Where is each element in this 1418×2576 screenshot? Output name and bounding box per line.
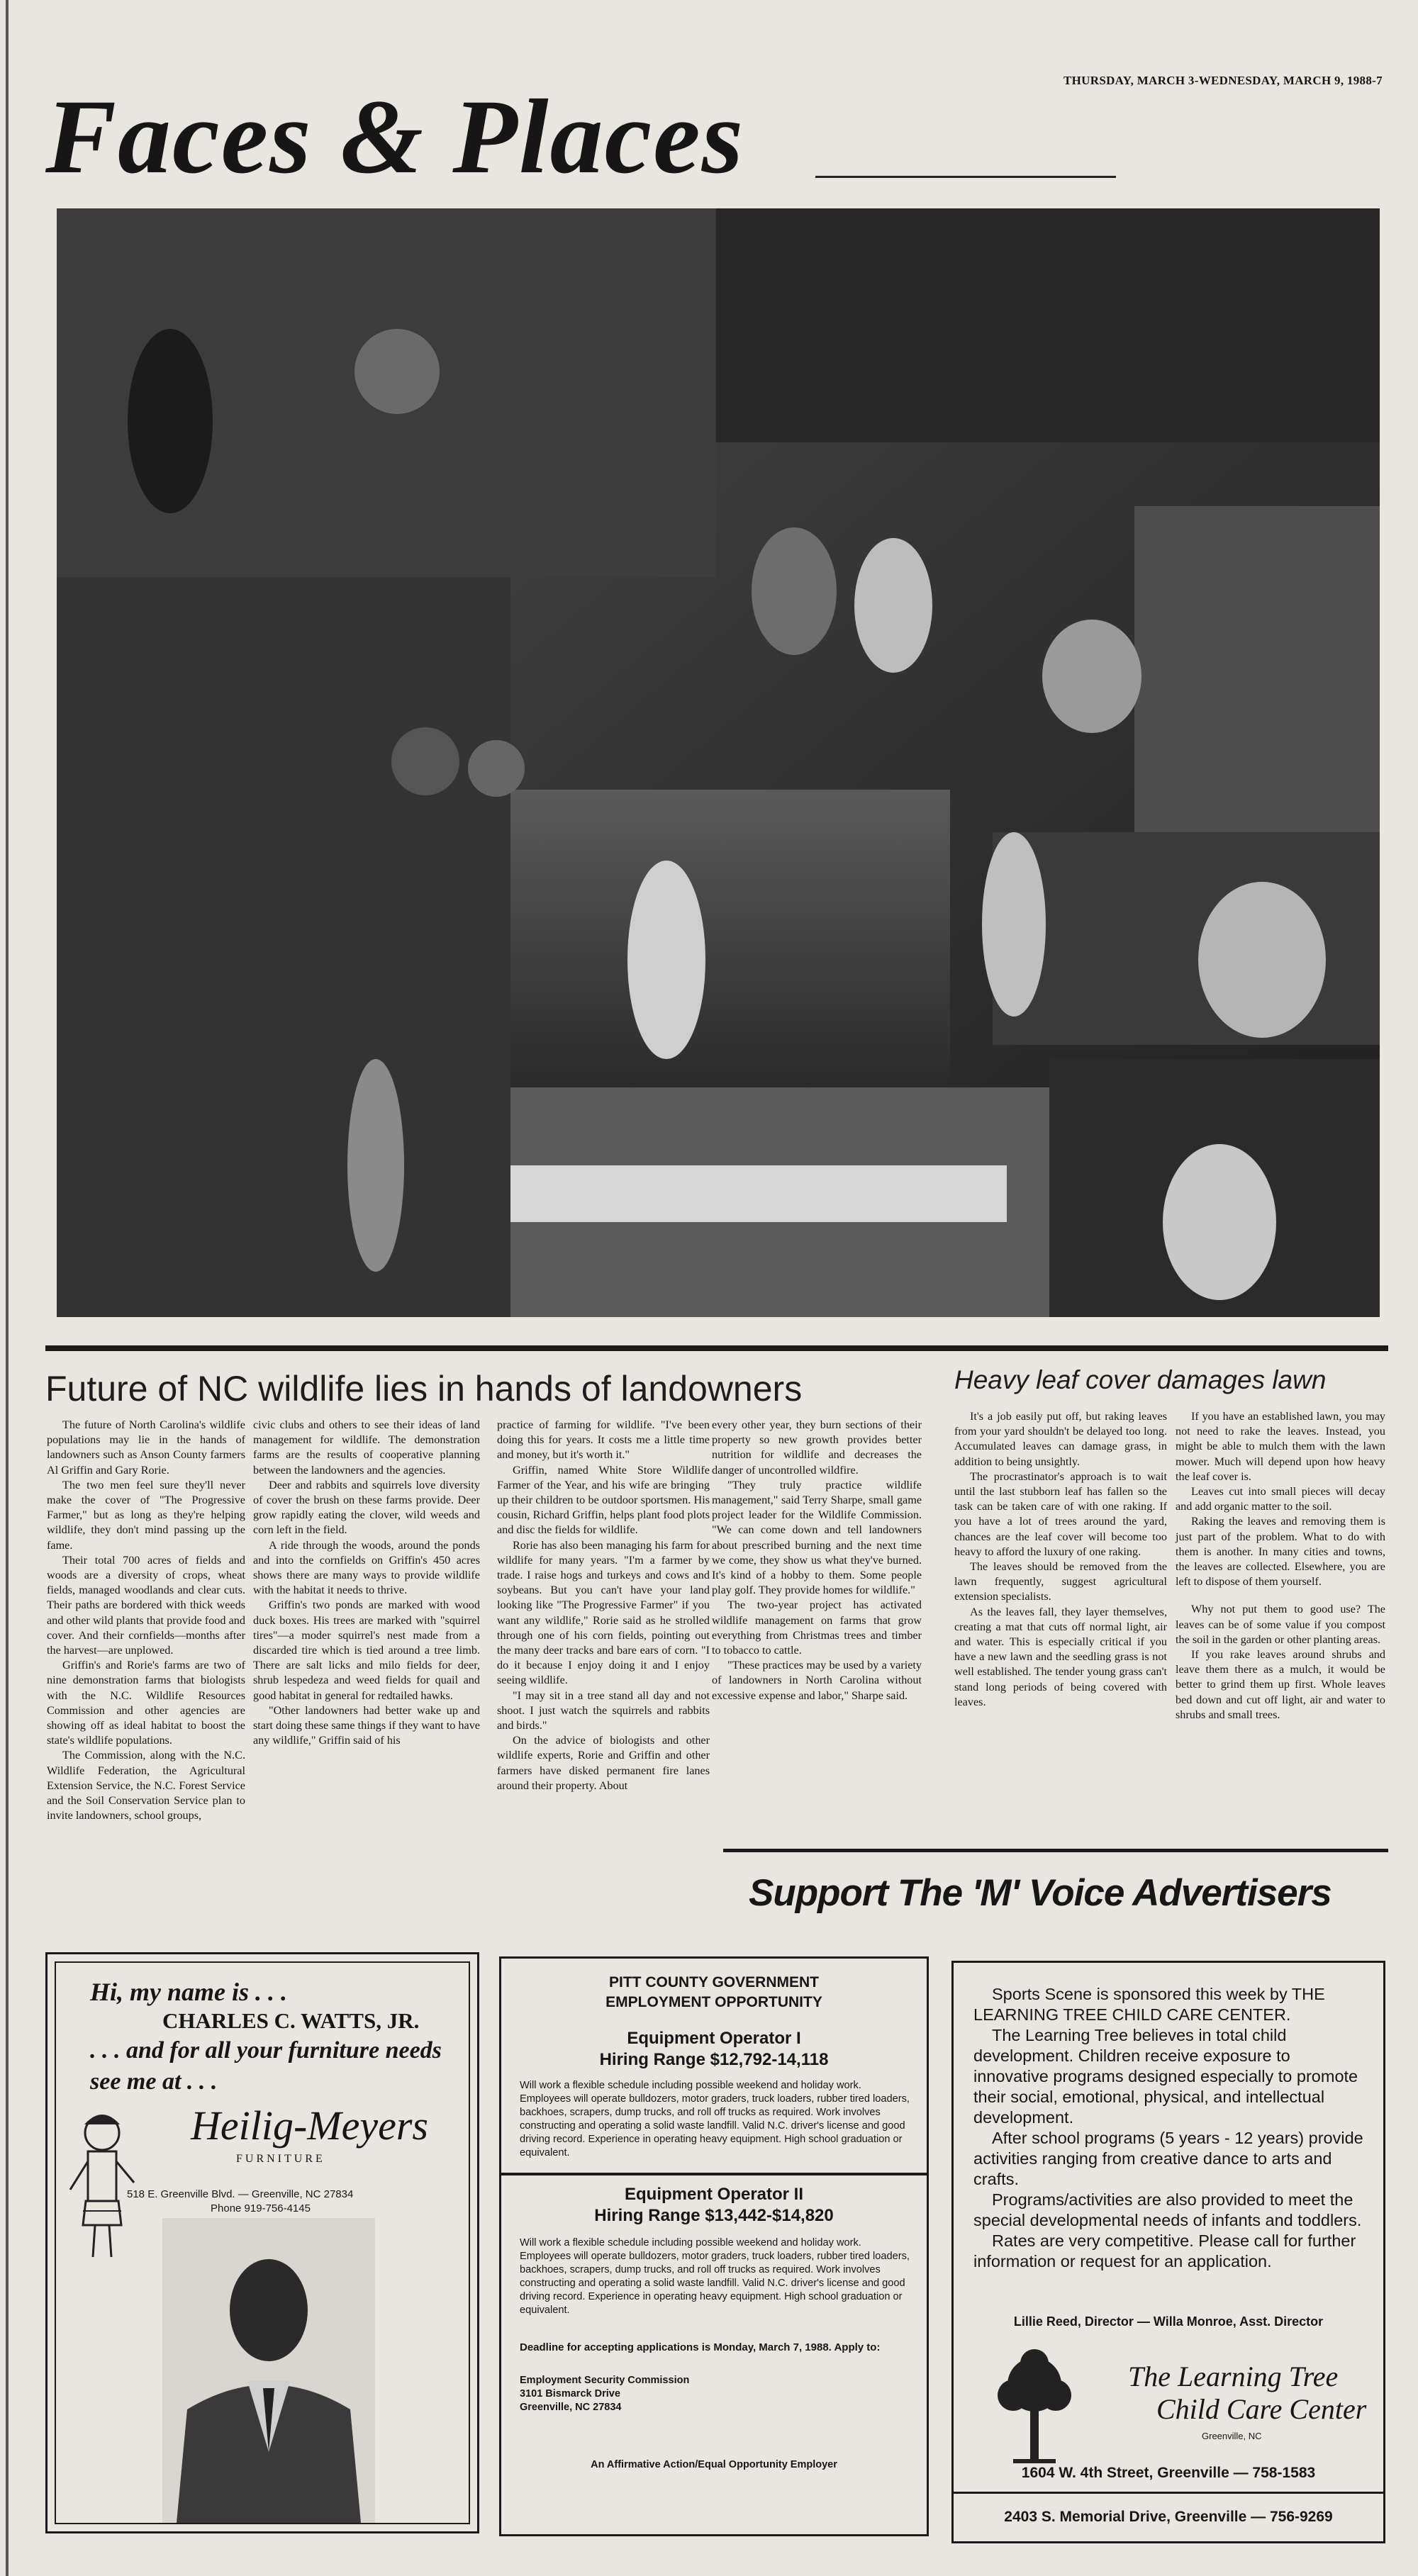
article-paragraph: The two-year project has activated wildlife management on farms that grow everything from Christmas trees and timber to tobacco to cattle. <box>712 1598 922 1657</box>
lawn-headline: Heavy leaf cover damages lawn <box>954 1365 1327 1394</box>
application-deadline: Deadline for accepting applications is Monday, March 7, 1988. Apply to: <box>520 2341 881 2353</box>
learning-tree-divider <box>954 2492 1383 2494</box>
learning-tree-location-1: 1604 W. 4th Street, Greenville — 758-1583 <box>1021 2465 1316 2481</box>
learning-tree-paragraph: The Learning Tree believes in total child development. Children receive exposure to innovative programs designed especially to promote their social, emotional, physical, and intellectual development. <box>973 2026 1358 2127</box>
lawn-paragraph: The procrastinator's approach is to wait until the last stubborn leaf has fallen so the task can be taken care of with one raking. If you have a lot of trees around the yard, chances are the leaf cover will become too heavy to afford the luxury of one raking. <box>954 1469 1167 1558</box>
apply-address-line1: Employment Security Commission <box>520 2375 690 2386</box>
lawn-paragraph: Leaves cut into small pieces will decay and add organic matter to the soil. <box>1176 1485 1385 1513</box>
article-paragraph: Griffin's two ponds are marked with wood duck boxes. His trees are marked with "squirrel tires"—a moder squirrel's nest made from a discarded tire which is tied around a tree limb. There are salt licks and milo fields for deer, shrub lespedeza and weed fields for quail and good habitat in general for redtailed hawks. <box>253 1598 480 1702</box>
furniture-brand-logo: Heilig-Meyers <box>191 2102 428 2149</box>
pitt-heading-line2: EMPLOYMENT OPPORTUNITY <box>605 1994 822 2010</box>
tree-logo-icon <box>992 2346 1077 2466</box>
learning-tree-staff: Lillie Reed, Director — Willa Monroe, Asst. Director <box>1013 2314 1324 2329</box>
dateline: THURSDAY, MARCH 3-WEDNESDAY, MARCH 9, 1988-7 <box>1064 74 1383 87</box>
article-paragraph: "I may sit in a tree stand all day and not shoot. I just watch the squirrels and rabbits and birds." <box>497 1689 710 1732</box>
pitt-divider <box>501 2173 927 2175</box>
photo-collage <box>57 208 1380 1317</box>
learning-tree-ad <box>951 1961 1385 2543</box>
furniture-greeting: Hi, my name is . . . <box>90 1978 287 2006</box>
furniture-salesman-name: CHARLES C. WATTS, JR. <box>162 2008 420 2033</box>
article-paragraph: Rorie has also been managing his farm for wildlife for many years. "I'm a farmer by trade. I raise hogs and turkeys and cows and soybeans. But you can't have your land looking like "The Progressive Farmer" if you want any wildlife," Rorie said as he strolled through one of his corn fields, pointing out the many deer tracks and bare ears of corn. "I do it because I enjoy doing it and I enjoy seeing wildlife. <box>497 1538 710 1687</box>
furniture-ad <box>45 1952 479 2533</box>
lawn-paragraph: Why not put them to good use? The leaves can be of some value if you compost the soil in the garden or other planting areas. <box>1176 1603 1385 1646</box>
learning-tree-copy <box>973 1984 1368 2272</box>
pitt-heading-line1: PITT COUNTY GOVERNMENT <box>609 1974 819 1990</box>
apply-address <box>520 2374 689 2414</box>
article-paragraph: civic clubs and others to see their ideas of land management for wildlife. The demonstration farms are the results of cooperative planning between the landowners and the agencies. <box>253 1418 480 1477</box>
article-paragraph: Griffin's and Rorie's farms are two of nine demonstration farms that biologists with the N.C. Wildlife Resources Commission and other agencies are showing off as ideal habitat to boost the state's wildlife populations. <box>47 1659 245 1747</box>
article-paragraph: A ride through the woods, around the ponds and into the cornfields on Griffin's 450 acres shows there are many ways to provide wildlife with the habitat it needs to thrive. <box>253 1538 480 1597</box>
article-paragraph: Their total 700 acres of fields and woods are a diversity of crops, wheat fields, managed woodlands and clear cuts. Their paths are bordered with thick weeds and other wild plants that provide food and cover. And their cornfields—months after the harvest—are unplowed. <box>47 1553 245 1657</box>
pitt-county-ad <box>499 1956 929 2536</box>
furniture-phone: Phone 919-756-4145 <box>211 2202 311 2214</box>
lawn-paragraph: Raking the leaves and removing them is just part of the problem. What to do with them is another. In many cities and towns, the leaves are collected. Elsewhere, you are left to dispose of them yourself. <box>1176 1515 1385 1589</box>
learning-tree-paragraph: Programs/activities are also provided to meet the special developmental needs of infants and toddlers. <box>973 2190 1362 2229</box>
article-column-2 <box>253 1418 480 1748</box>
position-2-range: Hiring Range $13,442-$14,820 <box>594 2206 834 2225</box>
position-1-title: Equipment Operator I <box>627 2029 801 2048</box>
lawn-paragraph: It's a job easily put off, but raking leaves from your yard shouldn't be delayed too long. Accumulated leaves can damage grass, in addition to being unsightly. <box>954 1410 1167 1468</box>
position-1-description: Will work a flexible schedule including possible weekend and holiday work. Employees will operate bulldozers, motor graders, truck loaders, rubber tired loaders, backhoes, scrapers, dump trucks, and roll off trucks as required. Work involves constructing and operating a solid waste landfill. Valid N.C. driver's license and good driving record. Experience in operating heavy equipment. High school graduation or equivalent. <box>520 2080 910 2158</box>
furniture-ad-frame <box>55 1961 470 2524</box>
furniture-brand-sub: FURNITURE <box>236 2153 325 2165</box>
learning-tree-paragraph: Sports Scene is sponsored this week by THE LEARNING TREE CHILD CARE CENTER. <box>973 1985 1325 2024</box>
learning-tree-location-2: 2403 S. Memorial Drive, Greenville — 756-9269 <box>1004 2509 1333 2525</box>
lawn-paragraph: If you rake leaves around shrubs and leave them there as a mulch, it would be better to grind them up first. Whole leaves bed down and cut off light, air and water to shrubs and small trees. <box>1176 1648 1385 1721</box>
lawn-paragraph: If you have an established lawn, you may not need to rake the leaves. Instead, you might be able to mulch them with the lawn mower. Much will depend upon how heavy the leaf cover is. <box>1176 1410 1385 1483</box>
lawn-column-2 <box>1176 1409 1385 1723</box>
masthead-rule <box>815 176 1116 178</box>
lawn-column-1 <box>954 1409 1167 1710</box>
pitt-heading <box>501 1973 927 2012</box>
section-rule <box>45 1345 1388 1351</box>
equal-opportunity-line: An Affirmative Action/Equal Opportunity Employer <box>591 2459 837 2470</box>
furniture-tagline: . . . and for all your furniture needs see me at . . . <box>90 2037 442 2095</box>
salesman-portrait <box>162 2218 375 2523</box>
article-paragraph: The Commission, along with the N.C. Wildlife Federation, the Agricultural Extension Service, the N.C. Forest Service and the Soil Conservation Service plan to invite landowners, school groups, <box>47 1749 245 1822</box>
learning-tree-paragraph: After school programs (5 years - 12 years) provide activities ranging from creative dance to arts and crafts. <box>973 2129 1363 2188</box>
article-paragraph: Deer and rabbits and squirrels love diversity of cover the brush on these farms provide. Deer grow rapidly eating the clover, wild weeds and corn left in the field. <box>253 1478 480 1537</box>
mascot-icon <box>63 2105 141 2268</box>
page-edge <box>6 0 9 2576</box>
article-paragraph: practice of farming for wildlife. "I've been doing this for years. It costs me a little time and money, but it's worth it." <box>497 1418 710 1462</box>
lawn-rule <box>723 1849 1388 1852</box>
article-column-4 <box>712 1418 922 1703</box>
article-paragraph: "Other landowners had better wake up and start doing these same things if they want to have any wildlife," Griffin said of his <box>253 1703 480 1747</box>
position-1-range: Hiring Range $12,792-14,118 <box>599 2050 829 2069</box>
support-banner: Support The 'M' Voice Advertisers <box>749 1872 1332 1914</box>
furniture-address: 518 E. Greenville Blvd. — Greenville, NC 27834 <box>127 2188 354 2200</box>
apply-address-line2: 3101 Bismarck Drive <box>520 2388 620 2399</box>
learning-tree-name-line1: The Learning Tree <box>1128 2361 1339 2392</box>
article-paragraph: On the advice of biologists and other wildlife experts, Rorie and Griffin and other farmers have disked permanent fire lanes around their property. About <box>497 1734 710 1792</box>
position-2-description: Will work a flexible schedule including possible weekend and holiday work. Employees will operate bulldozers, motor graders, truck loaders, rubber tired loaders, backhoes, scrapers, dump trucks, and roll off trucks as required. Work involves constructing and operating a solid waste landfill. Valid N.C. driver's license and good driving record. Experience in operating heavy equipment. High school graduation or equivalent. <box>520 2237 910 2316</box>
learning-tree-name-line2: Child Care Center <box>1156 2393 1367 2425</box>
article-paragraph: The future of North Carolina's wildlife populations may lie in the hands of landowners such as Anson County farmers Al Griffin and Gary Rorie. <box>47 1418 245 1477</box>
lawn-paragraph: As the leaves fall, they layer themselves, creating a mat that cuts off normal light, air and water. This is especially critical if you have a new lawn and the seedling grass is not well established. The tender young grass can't stand long periods of being covered with leaves. <box>954 1605 1167 1708</box>
article-paragraph: every other year, they burn sections of their property so new growth provides better nutrition for wildlife and decreases the danger of uncontrolled wildfire. <box>712 1418 922 1477</box>
article-paragraph: "These practices may be used by a variety of landowners in North Carolina without excessive expense and labor," Sharpe said. <box>712 1659 922 1702</box>
article-paragraph: "They truly practice wildlife management," said Terry Sharpe, small game project leader for the Wildlife Commission. "We can come down and tell landowners about prescribed burning and the next time we come, they show us what they've burned. It's kind of a hobby to them. Some people play golf. They provide homes for wildlife." <box>712 1478 922 1597</box>
lawn-paragraph: The leaves should be removed from the lawn frequently, suggest agricultural extension specialists. <box>954 1560 1167 1603</box>
apply-address-line3: Greenville, NC 27834 <box>520 2402 622 2413</box>
learning-tree-city: Greenville, NC <box>1202 2431 1262 2441</box>
article-column-1 <box>47 1418 245 1823</box>
article-paragraph: Griffin, named White Store Wildlife Farmer of the Year, and his wife are bringing up their children to be outdoor sportsmen. His cousin, Richard Griffin, helps plant food plots and disc the fields for wildlife. <box>497 1463 710 1537</box>
learning-tree-paragraph: Rates are very competitive. Please call for further information or request for an application. <box>973 2231 1356 2270</box>
article-headline: Future of NC wildlife lies in hands of landowners <box>45 1369 803 1409</box>
article-paragraph: The two men feel sure they'll never make the cover of "The Progressive Farmer," but as long as they're helping wildlife, they don't mind passing up the fame. <box>47 1478 245 1552</box>
article-column-3 <box>497 1418 710 1793</box>
position-2-title: Equipment Operator II <box>624 2185 804 2204</box>
section-masthead: Faces & Places <box>45 78 745 196</box>
